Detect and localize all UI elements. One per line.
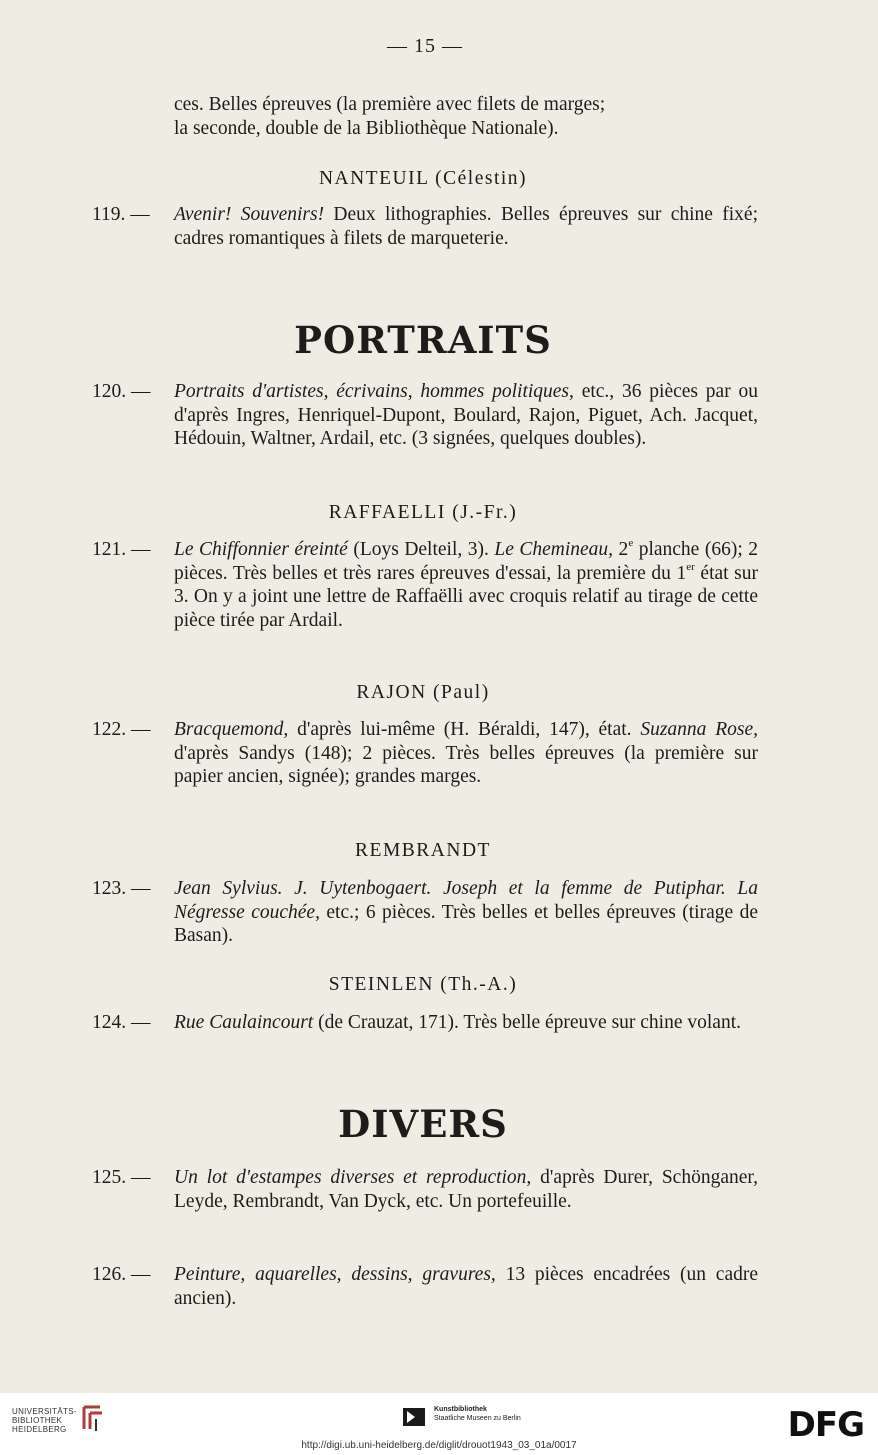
entry-122: [92, 718, 758, 789]
section-title-portraits: PORTRAITS: [294, 318, 552, 362]
entry-title: Portraits d'artistes, écrivains, hommes politiques,: [174, 381, 574, 402]
entry-description: d'après Durer, Schönganer, Leyde, Rembrandt, Van Dyck, etc. Un portefeuille.: [174, 1167, 758, 1212]
entry-description: Deux lithographies. Belles épreuves sur chine fixé; cadres romantiques à filets de marqueterie.: [174, 204, 758, 249]
entry-number: 123. —: [92, 878, 151, 899]
entry-title-2: Le Chemineau,: [494, 539, 614, 560]
intro-line-1: ces. Belles épreuves (la première avec filets de marges;: [174, 94, 606, 115]
dfg-logo: DFG: [787, 1405, 864, 1445]
entry-description: (de Crauzat, 171). Très belle épreuve sur chine volant.: [313, 1012, 741, 1033]
entry-description-4: état sur 3. On y a joint une lettre de Raffaëlli avec croquis relatif au tirage de cette pièce tirée par Ardail.: [174, 562, 758, 631]
uni-line-2: BIBLIOTHEK: [12, 1416, 63, 1425]
entry-title: Rue Caulaincourt: [174, 1012, 314, 1033]
entry-description: d'après lui-même (H. Béraldi, 147), état.: [288, 719, 641, 740]
section-title-divers: DIVERS: [338, 1102, 508, 1146]
heading-rembrandt: REMBRANDT: [355, 840, 491, 861]
entry-125: [92, 1166, 758, 1213]
heading-nanteuil: NANTEUIL (Célestin): [318, 168, 528, 189]
uni-line-1: UNIVERSITÄTS-: [12, 1407, 77, 1416]
entry-description: etc., 36 pièces par ou d'après Ingres, Henriquel-Dupont, Boulard, Rajon, Piguet, Ach. Jacquet, Hédouin, Waltner, Ardail, etc. (3 signées, quelques doubles).: [174, 381, 758, 450]
entry-number: 121. —: [92, 539, 151, 560]
university-library-label: [12, 1407, 77, 1434]
entry-number: 125. —: [92, 1167, 151, 1188]
entry-title: Jean Sylvius. J. Uytenbogaert. Joseph et la femme de Putiphar. La Négresse couchée,: [174, 878, 758, 923]
entry-description-2: d'après Sandys (148); 2 pièces. Très belles épreuves (la première sur papier ancien, signée); grandes marges.: [174, 742, 758, 788]
superscript: er: [686, 560, 695, 573]
entry-124: [92, 1011, 758, 1035]
entry-number: 126. —: [92, 1264, 151, 1285]
heading-steinlen: STEINLEN (Th.-A.): [328, 974, 518, 995]
entry-126: [92, 1263, 758, 1310]
entry-title: Le Chiffonnier éreinté: [174, 539, 348, 560]
entry-123: [92, 877, 758, 948]
entry-120: [92, 380, 758, 451]
entry-description-2: 2: [613, 539, 629, 560]
entry-description-3: planche (66); 2 pièces. Très belles et très rares épreuves d'essai, la première du 1: [174, 539, 758, 584]
entry-description: 13 pièces encadrées (un cadre ancien).: [174, 1264, 758, 1309]
superscript: e: [628, 537, 634, 549]
entry-number: 119. —: [92, 204, 150, 225]
entry-description: etc.; 6 pièces. Très belles et belles épreuves (tirage de Basan).: [174, 901, 758, 947]
heading-rajon: RAJON (Paul): [356, 682, 490, 703]
entry-title: Avenir! Souvenirs!: [174, 204, 325, 225]
kunstbibliothek-label: [434, 1405, 521, 1423]
kunstbibliothek-logo-icon: [401, 1406, 427, 1428]
entry-number: 124. —: [92, 1012, 151, 1033]
entry-title: Un lot d'estampes diverses et reproduction,: [174, 1167, 532, 1188]
entry-title: Peinture, aquarelles, dessins, gravures,: [174, 1264, 496, 1285]
university-logo-icon: [80, 1403, 106, 1433]
entry-title: Bracquemond,: [174, 719, 289, 740]
entry-121: [92, 538, 758, 632]
source-url[interactable]: http://digi.ub.uni-heidelberg.de/diglit/drouot1943_03_01a/0017: [301, 1440, 577, 1451]
entry-description: (Loys Delteil, 3).: [347, 539, 495, 560]
kb-line-2: Staatliche Museen zu Berlin: [434, 1415, 521, 1422]
uni-line-3: HEIDELBERG: [12, 1425, 67, 1434]
entry-title-2: Suzanna Rose,: [640, 719, 758, 740]
entry-119: [92, 203, 758, 250]
page-number: — 15 —: [387, 35, 463, 57]
heading-raffaelli: RAFFAELLI (J.-Fr.): [328, 502, 518, 523]
intro-paragraph: [174, 93, 758, 140]
kb-line-1: Kunstbibliothek: [434, 1406, 487, 1413]
intro-line-2: la seconde, double de la Bibliothèque Nationale).: [174, 117, 559, 139]
entry-number: 120. —: [92, 381, 151, 402]
digitization-footer: [0, 1393, 878, 1455]
entry-number: 122. —: [92, 719, 151, 740]
